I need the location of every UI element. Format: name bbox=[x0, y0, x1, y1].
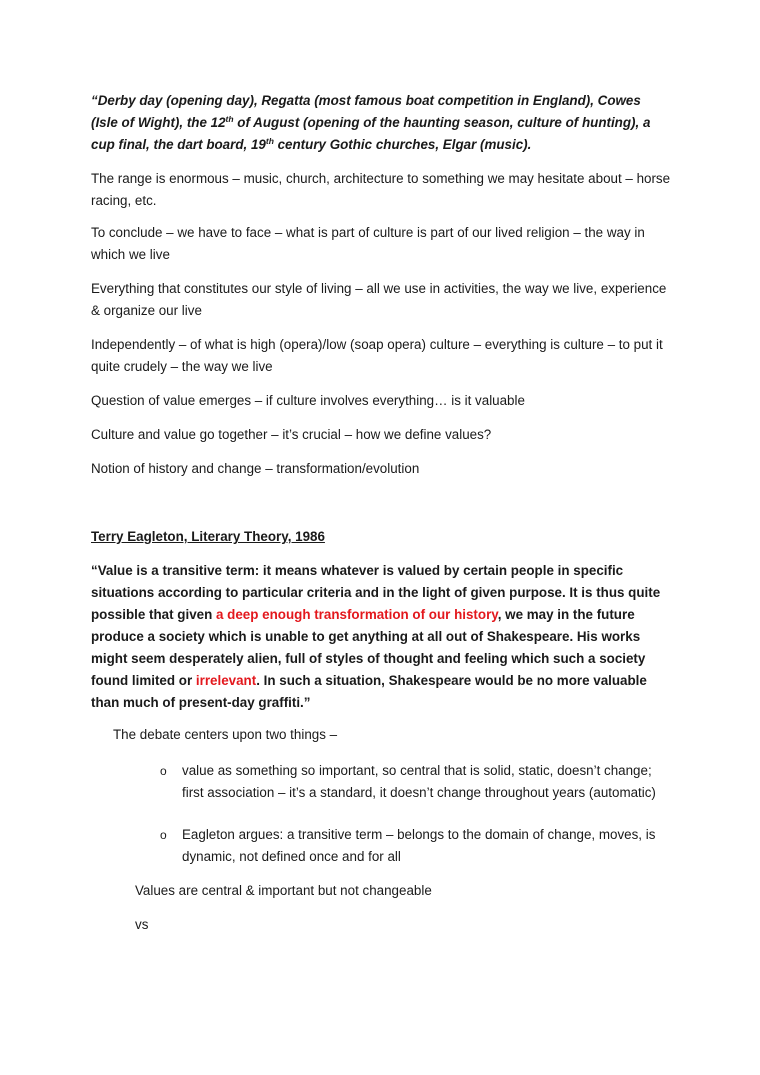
quote1-superscript-2: th bbox=[265, 136, 274, 146]
quote2-text-1: “Value is a transitive term: it means whatever is valued by certain people in specific situations according to particular criteria and in the light of given purpose. It is thus quite possible that given bbox=[91, 563, 661, 622]
quote2-highlight-1: a deep enough transformation of our history bbox=[216, 607, 498, 622]
quote2-text-3: . In such a situation, Shakespeare would be no more valuable than much of present-day graffiti.” bbox=[91, 673, 647, 710]
note-paragraph: Notion of history and change – transformation/evolution bbox=[91, 461, 420, 476]
debate-intro: The debate centers upon two things – bbox=[113, 727, 338, 742]
note-paragraph: Everything that constitutes our style of living – all we use in activities, the way we live, experience & organize our live bbox=[91, 281, 667, 318]
quote2-text-2: , we may in the future produce a society which is unable to get anything at all out of Shakespeare. His works might seem desperately alien, full of styles of thought and feeling which such a society found limited or bbox=[91, 607, 646, 688]
quote1-superscript-1: th bbox=[225, 114, 234, 124]
eagleton-quote bbox=[91, 560, 671, 714]
citation-heading: Terry Eagleton, Literary Theory, 1986 bbox=[91, 529, 325, 544]
quote1-text-2: of August (opening of the haunting season, culture of hunting), a cup final, the dart board, 19 bbox=[91, 115, 651, 152]
note-paragraph: Independently – of what is high (opera)/low (soap opera) culture – everything is culture – to put it quite crudely – the way we live bbox=[91, 337, 663, 374]
versus-text: vs bbox=[135, 917, 149, 932]
bullet-item: Eagleton argues: a transitive term – belongs to the domain of change, moves, is dynamic, not defined once and for all bbox=[182, 827, 656, 864]
opening-quote bbox=[91, 90, 671, 156]
note-paragraph: The range is enormous – music, church, architecture to something we may hesitate about – horse racing, etc. bbox=[91, 171, 671, 208]
note-paragraph: Culture and value go together – it’s crucial – how we define values? bbox=[91, 427, 492, 442]
quote1-text-1: “Derby day (opening day), Regatta (most famous boat competition in England), Cowes (Isle of Wight), the 12 bbox=[91, 93, 641, 130]
quote1-text-3: century Gothic churches, Elgar (music). bbox=[273, 137, 532, 152]
conclusion-text: Values are central & important but not changeable bbox=[135, 883, 432, 898]
bullet-item: value as something so important, so central that is solid, static, doesn’t change; first association – it’s a standard, it doesn’t change throughout years (automatic) bbox=[182, 763, 656, 800]
note-paragraph: Question of value emerges – if culture involves everything… is it valuable bbox=[91, 393, 525, 408]
bullet-marker: o bbox=[160, 828, 167, 842]
bullet-marker: o bbox=[160, 764, 167, 778]
quote2-highlight-2: irrelevant bbox=[195, 673, 257, 688]
note-paragraph: To conclude – we have to face – what is part of culture is part of our lived religion – the way in which we live bbox=[91, 225, 645, 262]
